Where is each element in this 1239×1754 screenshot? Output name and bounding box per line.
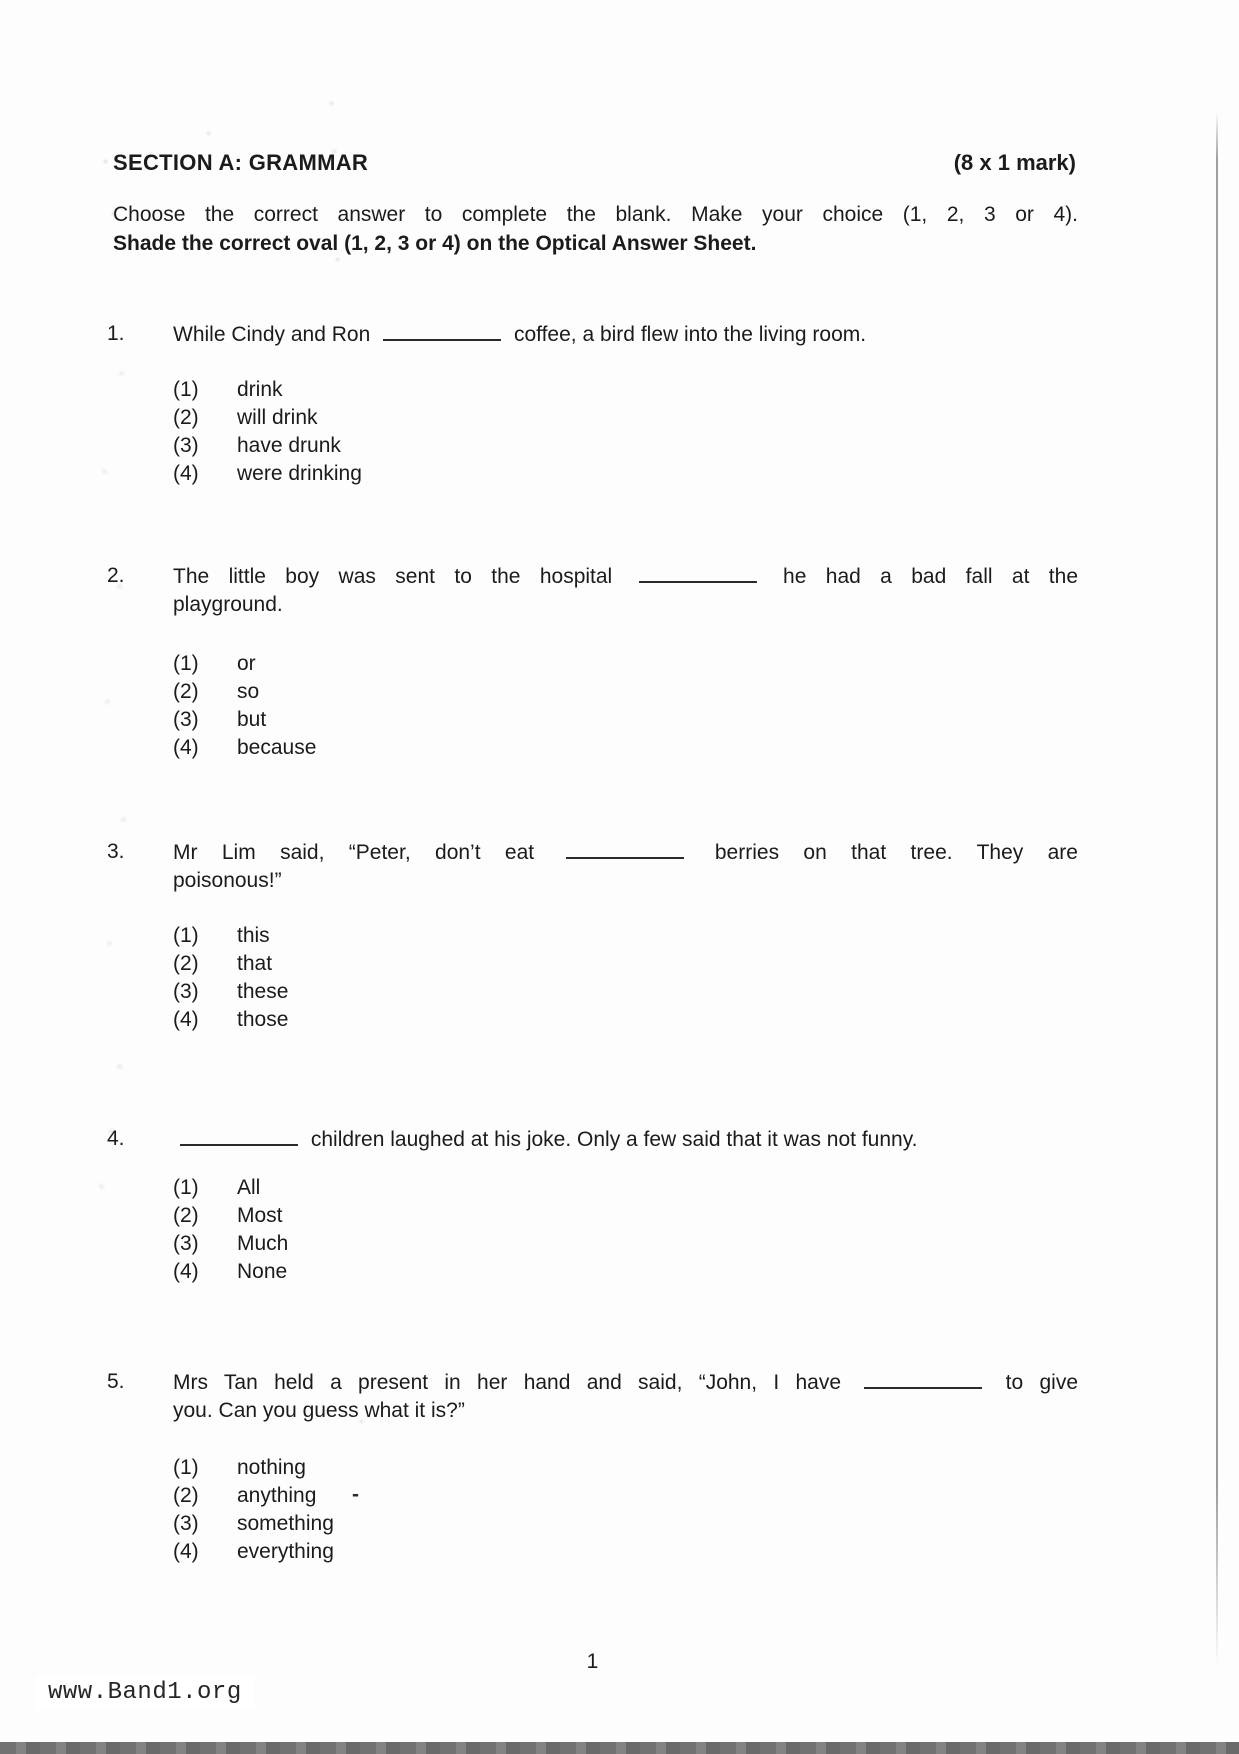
option-text: something (237, 1512, 334, 1535)
stem-line-2: playground. (173, 592, 283, 616)
option-row (173, 376, 362, 404)
option-row (173, 1482, 334, 1510)
scan-speckles (0, 0, 3, 3)
option-text: that (237, 952, 273, 975)
answer-blank-underline (639, 562, 757, 583)
option-text: Much (237, 1232, 289, 1255)
stem-text-before-blank: Mr Lim said, “Peter, don’t eat (173, 840, 535, 864)
option-row (173, 1538, 334, 1566)
stem-line-2: you. Can you guess what it is?” (173, 1398, 465, 1422)
option-label: (4) (173, 1540, 199, 1563)
option-text: None (237, 1260, 288, 1283)
option-text: nothing (237, 1456, 306, 1479)
stem-text-before-blank: The little boy was sent to the hospital (173, 564, 613, 588)
question-stem (173, 838, 1078, 895)
options-list (173, 1454, 334, 1566)
option-row (173, 1174, 288, 1202)
question-block (107, 838, 1078, 1031)
question-number: 5. (107, 1370, 125, 1393)
option-row (173, 922, 288, 950)
stem-text-after-blank: berries on that tree. They are (714, 840, 1078, 864)
option-label: (3) (173, 1512, 199, 1535)
marks-allocation: (8 x 1 mark) (953, 150, 1076, 175)
option-text: Most (237, 1204, 283, 1227)
options-list (173, 922, 288, 1034)
question-block (107, 320, 1078, 485)
option-row (173, 1006, 288, 1034)
answer-blank-underline (180, 1125, 298, 1146)
option-row (173, 404, 362, 432)
option-text: everything (237, 1540, 334, 1563)
option-label: (2) (173, 1204, 199, 1227)
option-row (173, 978, 288, 1006)
option-row (173, 650, 316, 678)
option-text: anything (237, 1484, 317, 1507)
option-label: (1) (173, 378, 199, 401)
watermark: www.Band1.org (36, 1676, 254, 1709)
option-label: (4) (173, 462, 199, 485)
option-text: drink (237, 378, 283, 401)
option-label: (2) (173, 1484, 199, 1507)
question-block (107, 562, 1078, 759)
option-text: All (237, 1176, 261, 1199)
option-row (173, 950, 288, 978)
stem-line-1 (173, 1368, 1078, 1397)
option-row (173, 460, 362, 488)
instruction-line-1: Choose the correct answer to complete the blank. Make your choice (1, 2, 3 or 4). (113, 203, 1078, 226)
stem-text-before-blank: While Cindy and Ron (173, 322, 371, 346)
instruction-line-2: Shade the correct oval (1, 2, 3 or 4) on the Optical Answer Sheet. (113, 232, 757, 255)
option-text: have drunk (237, 434, 341, 457)
question-stem (173, 320, 1078, 349)
stem-text-after-blank: children laughed at his joke. Only a few said that it was not funny. (310, 1127, 918, 1151)
option-text: those (237, 1008, 289, 1031)
question-number: 1. (107, 322, 125, 345)
option-text: will drink (237, 406, 318, 429)
option-label: (3) (173, 980, 199, 1003)
scan-bottom-bar (0, 1742, 1239, 1754)
option-row (173, 734, 316, 762)
stem-text-after-blank: coffee, a bird flew into the living room. (513, 322, 867, 346)
section-title: SECTION A: GRAMMAR (113, 150, 369, 175)
options-list (173, 1174, 288, 1286)
stem-line-1 (173, 562, 1078, 591)
stem-line-1 (173, 838, 1078, 867)
stem-line-1 (173, 320, 1078, 349)
question-number: 3. (107, 840, 125, 863)
option-label: (4) (173, 736, 199, 759)
option-label: (1) (173, 1176, 199, 1199)
option-row (173, 1258, 288, 1286)
option-label: (4) (173, 1008, 199, 1031)
stem-text-after-blank: to give (1005, 1370, 1079, 1394)
stem-line-1 (173, 1125, 1078, 1154)
stem-text-before-blank: Mrs Tan held a present in her hand and said, “John, I have (173, 1370, 842, 1394)
option-text: because (237, 736, 317, 759)
option-label: (1) (173, 1456, 199, 1479)
option-row (173, 432, 362, 460)
option-label: (1) (173, 924, 199, 947)
scan-edge-line (1216, 112, 1218, 1668)
stem-line-2: poisonous!” (173, 868, 282, 892)
option-label: (3) (173, 434, 199, 457)
option-label: (1) (173, 652, 199, 675)
question-stem (173, 1125, 1078, 1154)
option-label: (2) (173, 680, 199, 703)
option-label: (3) (173, 708, 199, 731)
option-row (173, 1510, 334, 1538)
options-list (173, 650, 316, 762)
option-label: (2) (173, 406, 199, 429)
page-number: 1 (586, 1650, 599, 1673)
question-block (107, 1368, 1079, 1563)
option-text: this (237, 924, 270, 947)
answer-blank-underline (864, 1368, 982, 1389)
option-text: these (237, 980, 289, 1003)
option-row (173, 678, 316, 706)
question-number: 2. (107, 564, 125, 587)
option-text: so (237, 680, 260, 703)
question-number: 4. (107, 1127, 125, 1150)
option-label: (4) (173, 1260, 199, 1283)
option-text: but (237, 708, 267, 731)
question-block (107, 1125, 1078, 1283)
option-label: (2) (173, 952, 199, 975)
option-text: or (237, 652, 256, 675)
option-row (173, 1230, 288, 1258)
option-row (173, 1202, 288, 1230)
answer-blank-underline (383, 320, 501, 341)
options-list (173, 376, 362, 488)
question-stem (173, 562, 1078, 619)
question-stem (173, 1368, 1078, 1425)
stem-text-after-blank: he had a bad fall at the (783, 564, 1078, 588)
option-row (173, 1454, 334, 1482)
instructions (113, 200, 1078, 258)
option-label: (3) (173, 1232, 199, 1255)
answer-blank-underline (566, 838, 684, 859)
option-row (173, 706, 316, 734)
stray-pen-mark: - (352, 1483, 359, 1506)
option-text: were drinking (237, 462, 362, 485)
